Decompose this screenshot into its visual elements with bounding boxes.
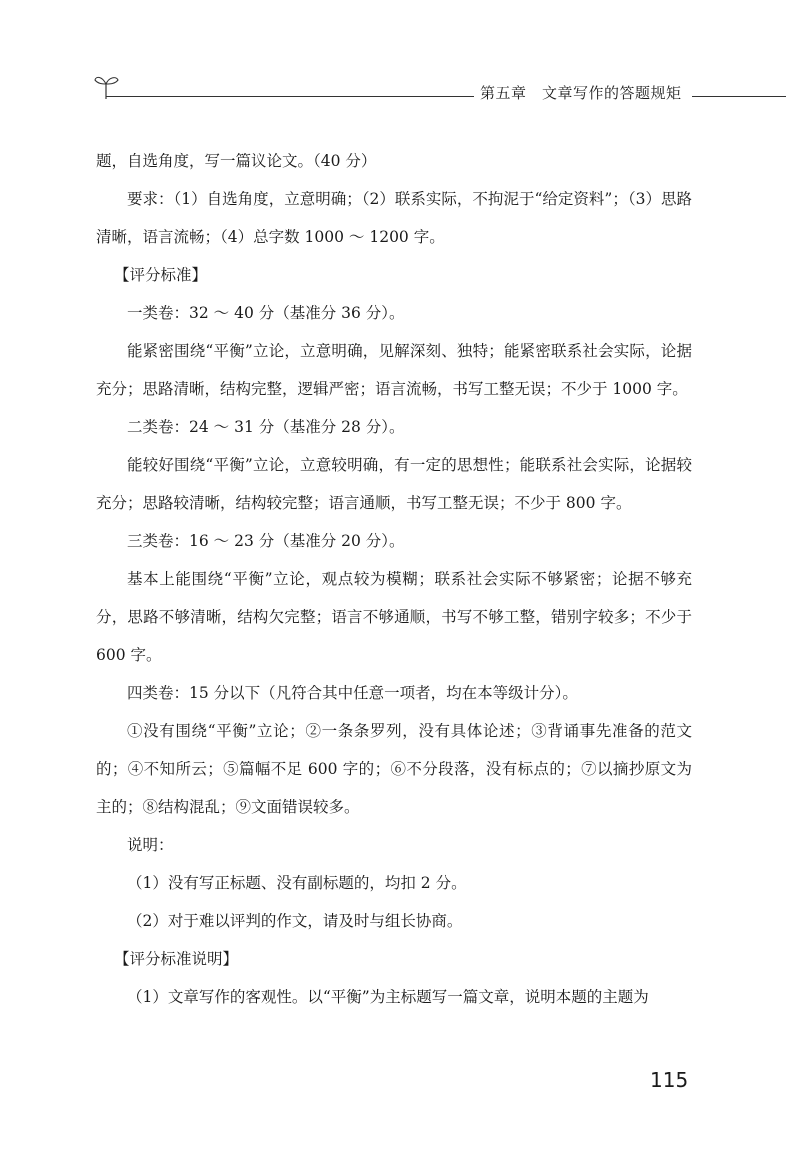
paragraph: 基本上能围绕“平衡”立论，观点较为模糊；联系社会实际不够紧密；论据不够充分，思路不够清晰，结构欠完整；语言不够通顺，书写不够工整，错别字较多；不少于 600 字。 (96, 570, 692, 664)
paragraph: 一类卷：32 ～ 40 分（基准分 36 分）。 (127, 304, 405, 322)
page-number: 115 (650, 1068, 689, 1092)
paragraph: 说明： (127, 836, 174, 854)
paragraph: 要求：（1）自选角度，立意明确；（2）联系实际，不拘泥于“给定资料”；（3）思路清晰，语言流畅；（4）总字数 1000 ～ 1200 字。 (96, 190, 692, 246)
section-heading: 【评分标准】 (114, 266, 208, 284)
paragraph: （1）没有写正标题、没有副标题的，均扣 2 分。 (127, 874, 467, 892)
paragraph: （1）文章写作的客观性。以“平衡”为主标题写一篇文章，说明本题的主题为 (127, 988, 649, 1006)
paragraph: 三类卷：16 ～ 23 分（基准分 20 分）。 (127, 532, 405, 550)
page-body (96, 142, 692, 1016)
paragraph: 题，自选角度，写一篇议论文。（40 分） (96, 152, 377, 170)
paragraph: ①没有围绕“平衡”立论；②一条条罗列，没有具体论述；③背诵事先准备的范文的；④不知所云；⑤篇幅不足 600 字的；⑥不分段落，没有标点的；⑦以摘抄原文为主的；⑧结构混乱；⑨文面错误较多。 (96, 722, 692, 816)
section-heading: 【评分标准说明】 (114, 950, 239, 968)
paragraph: 四类卷：15 分以下（凡符合其中任意一项者，均在本等级计分）。 (127, 684, 578, 702)
header-rule-right (692, 96, 786, 97)
paragraph: （2）对于难以评判的作文，请及时与组长协商。 (127, 912, 463, 930)
header-rule-left (106, 96, 474, 97)
page-header (94, 72, 786, 102)
paragraph: 能紧密围绕“平衡”立论，立意明确，见解深刻、独特；能紧密联系社会实际，论据充分；思路清晰，结构完整，逻辑严密；语言流畅，书写工整无误；不少于 1000 字。 (96, 342, 692, 398)
chapter-title: 第五章 文章写作的答题规矩 (480, 84, 682, 102)
paragraph: 二类卷：24 ～ 31 分（基准分 28 分）。 (127, 418, 405, 436)
paragraph: 能较好围绕“平衡”立论，立意较明确，有一定的思想性；能联系社会实际，论据较充分；思路较清晰，结构较完整；语言通顺，书写工整无误；不少于 800 字。 (96, 456, 692, 512)
